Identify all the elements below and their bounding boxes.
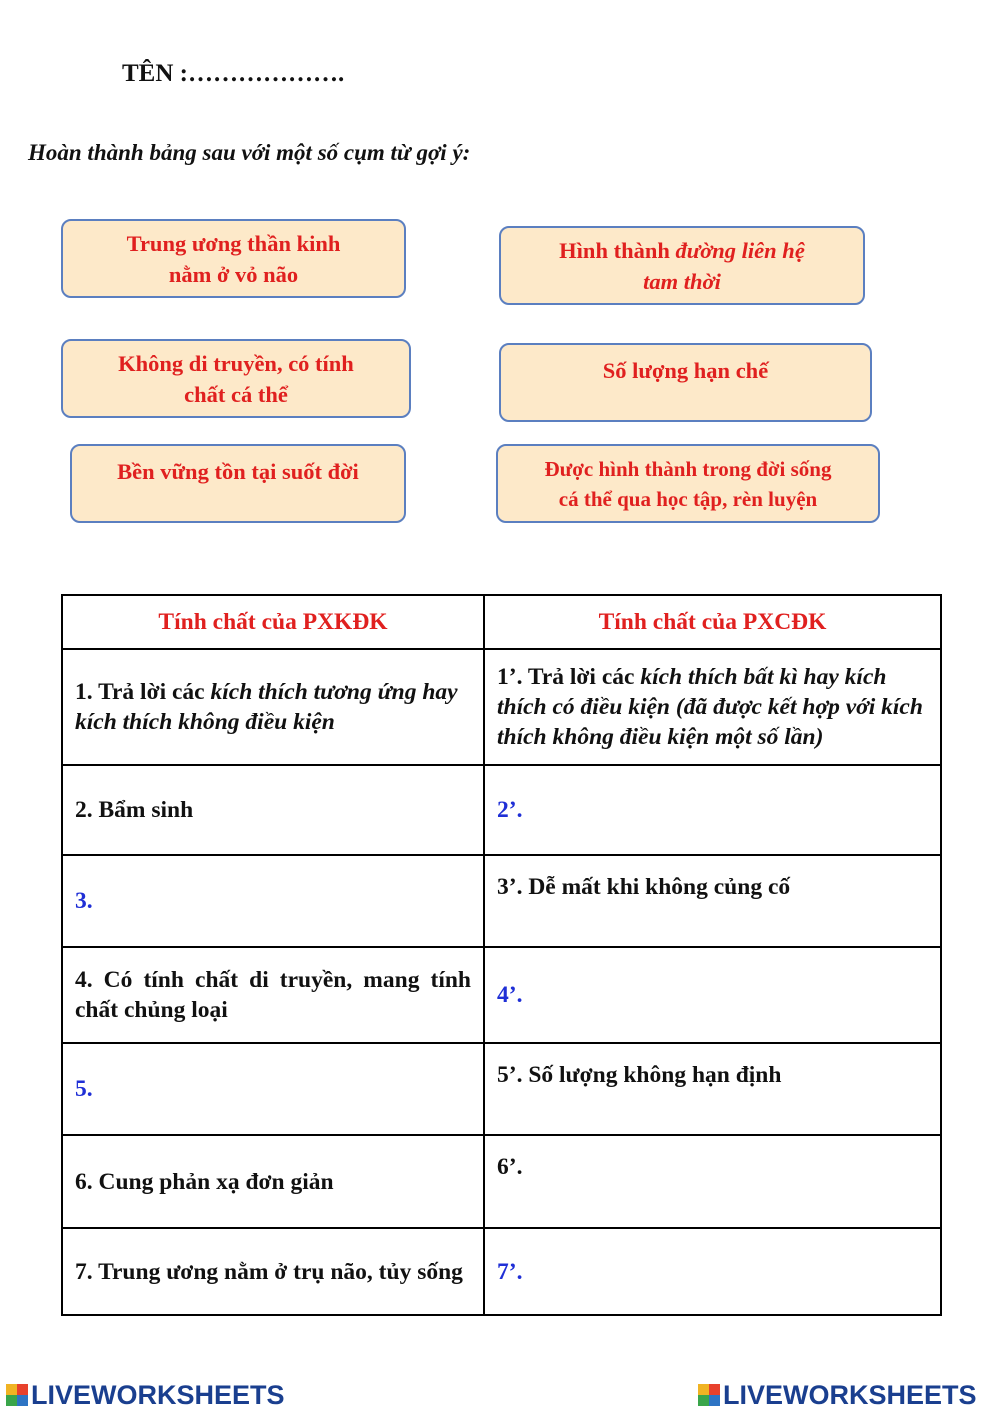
- cell-left: 7. Trung ương nằm ở trụ não, tủy sống: [62, 1228, 484, 1315]
- suggestion-chip-lifelong[interactable]: [70, 444, 406, 523]
- cell-left: 2. Bẩm sinh: [62, 765, 484, 855]
- answer-slot-7[interactable]: 7’.: [484, 1228, 941, 1315]
- table-row: [62, 947, 941, 1043]
- cell-left: 4. Có tính chất di truyền, mang tính chất chủng loại: [62, 947, 484, 1043]
- table-row: [62, 855, 941, 947]
- table-row: [62, 1043, 941, 1135]
- logo-text: LIVEWORKSHEETS: [31, 1379, 285, 1410]
- suggestion-chip-limited-number[interactable]: [499, 343, 872, 422]
- liveworksheets-icon: [6, 1384, 28, 1406]
- chip-line: Được hình thành trong đời sống: [544, 456, 832, 481]
- chip-line: Trung ương thần kinh: [126, 230, 341, 256]
- cell-left: 6. Cung phản xạ đơn giản: [62, 1135, 484, 1228]
- header-unconditioned: Tính chất của PXKĐK: [62, 595, 484, 649]
- table-row: [62, 1228, 941, 1315]
- name-field-line: TÊN :……………….: [122, 60, 345, 87]
- chip-text: Hình thành: [559, 237, 676, 263]
- header-conditioned: Tính chất của PXCĐK: [484, 595, 941, 649]
- chip-italic-text: đường liên hệ: [675, 237, 805, 263]
- suggestion-chip-cortex-center[interactable]: [61, 219, 406, 298]
- cell-left: [62, 649, 484, 765]
- liveworksheets-icon: [698, 1384, 720, 1406]
- suggestion-chip-temporary-link[interactable]: [499, 226, 865, 305]
- liveworksheets-logo-right: [698, 1380, 977, 1410]
- cell-italic-text: kích thích tương ứng hay kích thích không điều kiện: [75, 679, 458, 735]
- table-row: [62, 649, 941, 765]
- chip-line: nằm ở vỏ não: [168, 261, 299, 287]
- instruction-text: Hoàn thành bảng sau với một số cụm từ gợi ý:: [28, 140, 471, 165]
- cell-text: 1. Trả lời các: [75, 679, 211, 705]
- cell-italic-text: kích thích bất kì hay kích thích có điều kiện (đã được kết hợp với kích thích không điều kiện một số lần): [497, 664, 923, 750]
- table-row: [62, 1135, 941, 1228]
- answer-slot-6[interactable]: 6’.: [484, 1135, 941, 1228]
- answer-slot-2[interactable]: 2’.: [484, 765, 941, 855]
- logo-text: LIVEWORKSHEETS: [723, 1379, 977, 1410]
- chip-line: Không di truyền, có tính: [118, 350, 354, 376]
- answer-slot-4[interactable]: 4’.: [484, 947, 941, 1043]
- answer-slot-3[interactable]: 3.: [62, 855, 484, 947]
- answer-slot-5[interactable]: 5.: [62, 1043, 484, 1135]
- cell-text: 1’. Trả lời các: [497, 664, 641, 690]
- table-row: [62, 765, 941, 855]
- comparison-table: [61, 594, 942, 1316]
- liveworksheets-logo-left: [6, 1380, 285, 1410]
- cell-right: 3’. Dễ mất khi không củng cố: [484, 855, 941, 947]
- cell-right: 5’. Số lượng không hạn định: [484, 1043, 941, 1135]
- cell-right: [484, 649, 941, 765]
- chip-line: Số lượng hạn chế: [602, 358, 769, 383]
- suggestion-chip-not-inherited[interactable]: [61, 339, 411, 418]
- chip-line: cá thể qua học tập, rèn luyện: [558, 486, 818, 511]
- chip-line: chất cá thể: [184, 381, 288, 407]
- chip-italic-text: tam thời: [643, 268, 721, 294]
- table-header-row: [62, 595, 941, 649]
- suggestion-chip-learned[interactable]: [496, 444, 880, 523]
- chip-line: Bền vững tồn tại suốt đời: [117, 459, 359, 484]
